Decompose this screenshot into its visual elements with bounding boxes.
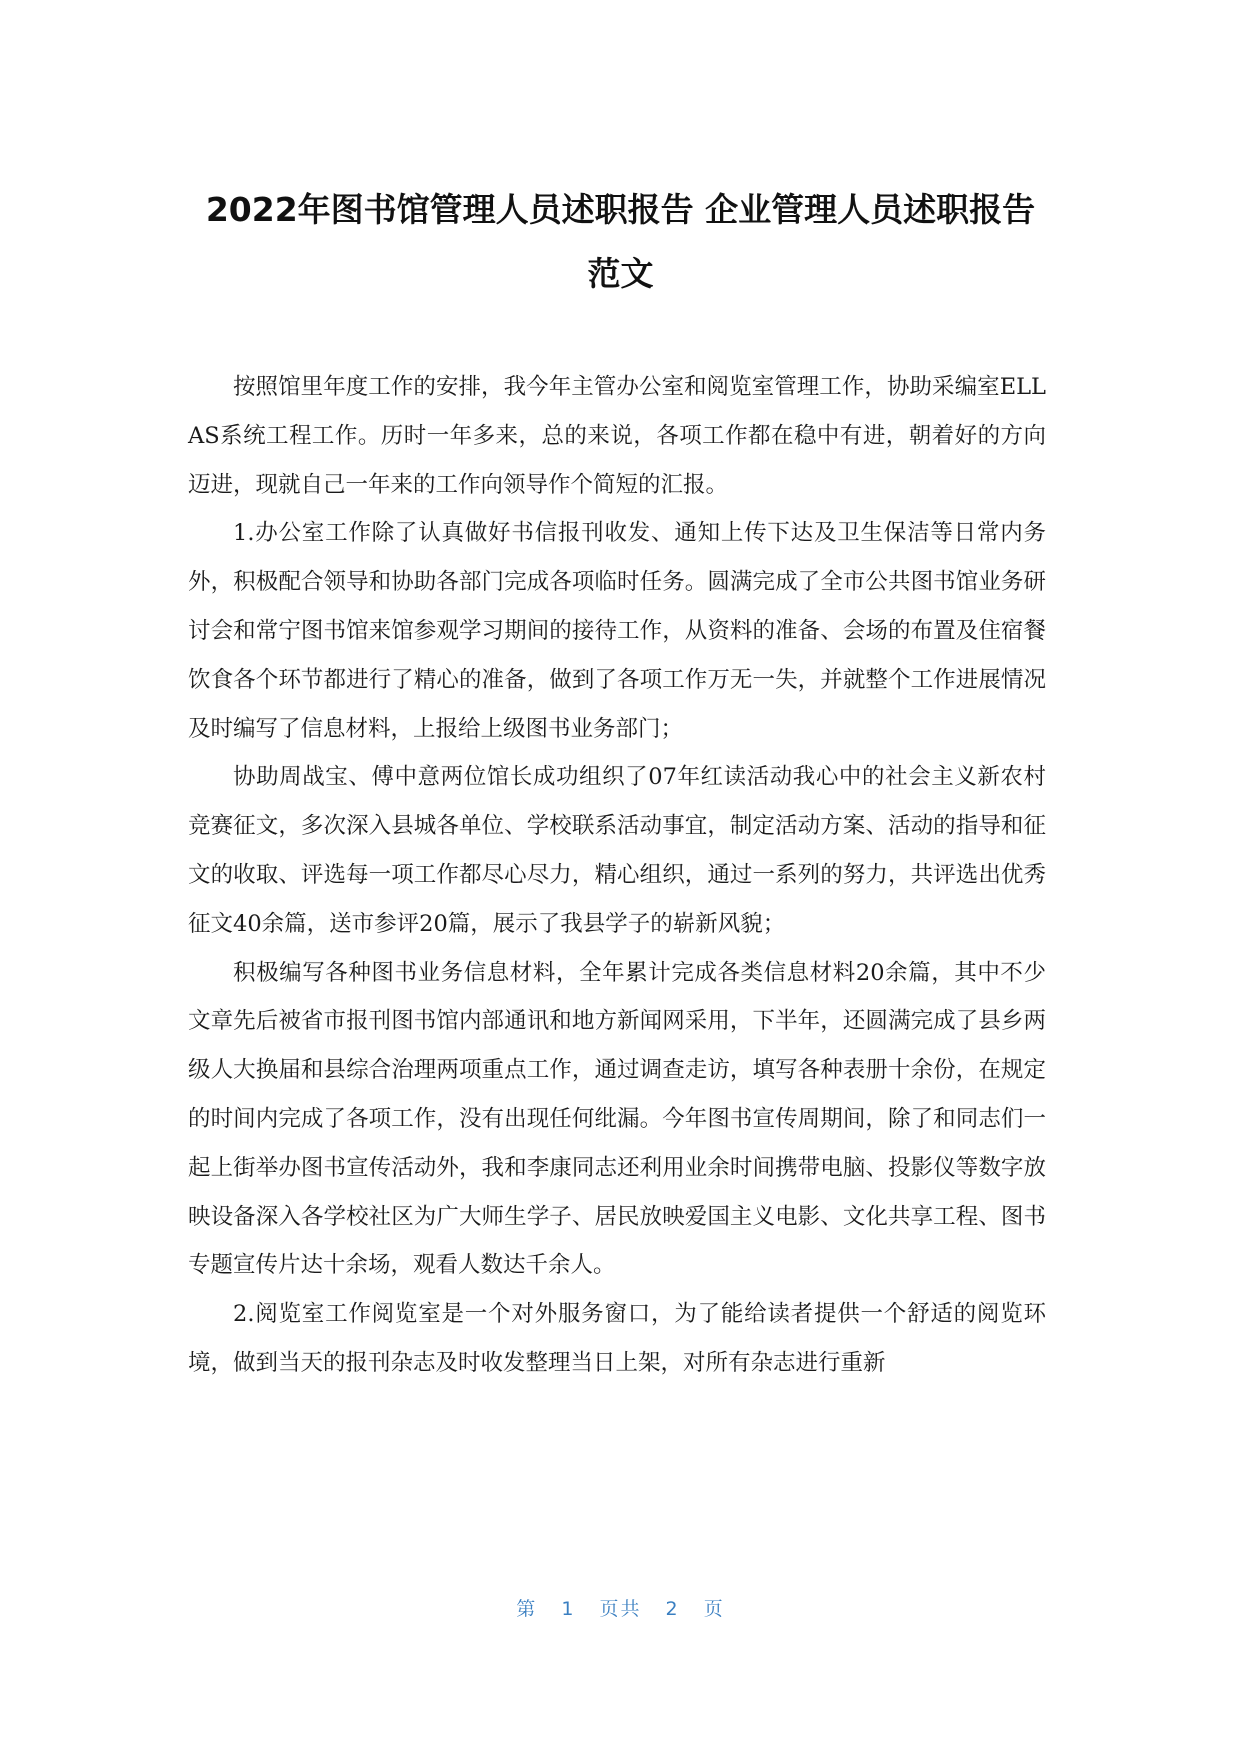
footer-word-page-total: 页共 xyxy=(599,1598,642,1620)
title-line-2: 范文 xyxy=(587,254,654,293)
paragraph: 按照馆里年度工作的安排，我今年主管办公室和阅览室管理工作，协助采编室ELLAS系统工程工作。历时一年多来，总的来说，各项工作都在稳中有进，朝着好的方向迈进，现就自己一年来的工作向领导作个简短的汇报。 xyxy=(188,374,1046,498)
footer-word-page: 第 xyxy=(516,1598,538,1620)
current-page-number: 1 xyxy=(561,1598,576,1620)
paragraph: 积极编写各种图书业务信息材料，全年累计完成各类信息材料20余篇，其中不少文章先后被省市报刊图书馆内部通讯和地方新闻网采用，下半年，还圆满完成了县乡两级人大换届和县综合治理两项重点工作，通过调查走访，填写各种表册十余份，在规定的时间内完成了各项工作，没有出现任何纰漏。今年图书宣传周期间，除了和同志们一起上街举办图书宣传活动外，我和李康同志还利用业余时间携带电脑、投影仪等数字放映设备深入各学校社区为广大师生学子、居民放映爱国主义电影、文化共享工程、图书专题宣传片达十余场，观看人数达千余人。 xyxy=(188,959,1046,1279)
page-footer xyxy=(0,1594,1241,1621)
title-line-1: 2022年图书馆管理人员述职报告 企业管理人员述职报告 xyxy=(205,190,1036,229)
paragraph: 2.阅览室工作阅览室是一个对外服务窗口，为了能给读者提供一个舒适的阅览环境，做到当天的报刊杂志及时收发整理当日上架，对所有杂志进行重新 xyxy=(188,1301,1046,1376)
total-pages-number: 2 xyxy=(665,1598,680,1620)
document-body xyxy=(188,363,1046,1388)
document-title xyxy=(150,178,1091,306)
paragraph: 协助周战宝、傅中意两位馆长成功组织了07年红读活动我心中的社会主义新农村竞赛征文，多次深入县城各单位、学校联系活动事宜，制定活动方案、活动的指导和征文的收取、评选每一项工作都尽心尽力，精心组织，通过一系列的努力，共评选出优秀征文40余篇，送市参评20篇，展示了我县学子的崭新风貌； xyxy=(188,764,1046,937)
footer-word-page-end: 页 xyxy=(703,1598,725,1620)
paragraph: 1.办公室工作除了认真做好书信报刊收发、通知上传下达及卫生保洁等日常内务外，积极配合领导和协助各部门完成各项临时任务。圆满完成了全市公共图书馆业务研讨会和常宁图书馆来馆参观学习期间的接待工作，从资料的准备、会场的布置及住宿餐饮食各个环节都进行了精心的准备，做到了各项工作万无一失，并就整个工作进展情况及时编写了信息材料，上报给上级图书业务部门； xyxy=(188,520,1046,742)
